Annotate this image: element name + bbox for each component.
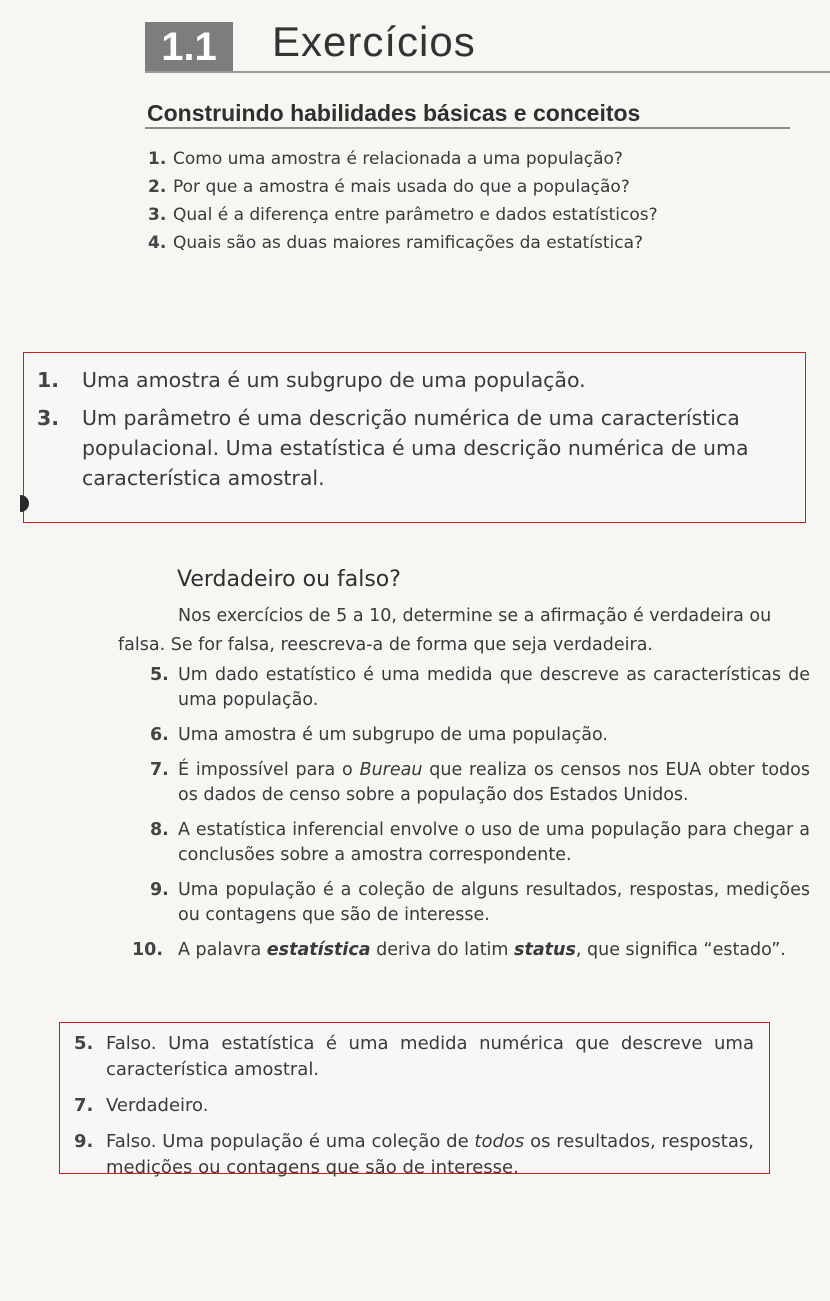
question-number: 2.	[148, 177, 167, 197]
question-number: 8.	[150, 820, 169, 840]
question-item	[150, 723, 810, 748]
answers-box-basic	[23, 352, 806, 523]
true-false-title: Verdadeiro ou falso?	[177, 567, 401, 592]
question-item	[132, 938, 810, 963]
question-text: Um dado estatístico é uma medida que descreve as características de uma população.	[178, 665, 810, 710]
question-text: Quais são as duas maiores ramificações da estatística?	[173, 233, 644, 253]
emphasis-estatistica: estatística	[266, 940, 371, 960]
answer-number: 3.	[37, 406, 60, 430]
question-item	[150, 663, 810, 713]
question-text: Qual é a diferença entre parâmetro e dados estatísticos?	[173, 205, 658, 225]
answer-text: Uma amostra é um subgrupo de uma população.	[82, 368, 586, 392]
answer-item	[34, 403, 794, 493]
answer-item	[74, 1129, 754, 1181]
basic-questions-list	[148, 145, 798, 257]
question-item	[148, 145, 798, 173]
question-item	[150, 878, 810, 928]
question-number: 10.	[132, 940, 164, 960]
answer-item	[74, 1031, 754, 1083]
answer-text: Um parâmetro é uma descrição numérica de uma característica populacional. Uma estatística é uma descrição numérica de uma característica amostral.	[82, 406, 749, 490]
header-rule	[145, 71, 830, 73]
subheading-rule	[145, 127, 790, 129]
question-text: Uma amostra é um subgrupo de uma população.	[178, 725, 608, 745]
answers-box-true-false	[59, 1022, 770, 1178]
answers-list	[34, 365, 794, 501]
question-number: 6.	[150, 725, 169, 745]
answer-number: 9.	[74, 1131, 94, 1152]
question-text: Uma população é a coleção de alguns resultados, respostas, medições ou contagens que são de interesse.	[178, 880, 810, 925]
question-number: 3.	[148, 205, 167, 225]
question-number: 5.	[150, 665, 169, 685]
answer-item	[74, 1093, 754, 1119]
question-text: A palavra estatística deriva do latim status, que significa “estado”.	[178, 940, 786, 960]
answer-text: Falso. Uma população é uma coleção de todos os resultados, respostas, medições ou contagens que são de interesse.	[106, 1131, 754, 1178]
question-item	[148, 201, 798, 229]
true-false-instructions	[118, 602, 808, 660]
answer-text: Verdadeiro.	[106, 1095, 209, 1116]
question-text: Como uma amostra é relacionada a uma população?	[173, 149, 623, 169]
subheading-basic-skills: Construindo habilidades básicas e conceitos	[147, 100, 641, 126]
instructions-text: Nos exercícios de 5 a 10, determine se a afirmação é verdadeira ou falsa. Se for falsa, reescreva-a de forma que seja verdadeira.	[118, 606, 772, 655]
emphasis-todos: todos	[474, 1131, 525, 1152]
question-number: 7.	[150, 760, 169, 780]
answer-number: 5.	[74, 1033, 94, 1054]
question-item	[150, 818, 810, 868]
question-item	[150, 758, 810, 808]
answer-number: 7.	[74, 1095, 94, 1116]
answers-list	[74, 1031, 754, 1191]
question-text: É impossível para o Bureau que realiza os censos nos EUA obter todos os dados de censo sobre a população dos Estados Unidos.	[178, 760, 810, 805]
emphasis-status: status	[514, 940, 576, 960]
question-text: A estatística inferencial envolve o uso de uma população para chegar a conclusões sobre a amostra correspondente.	[178, 820, 810, 865]
question-number: 4.	[148, 233, 167, 253]
section-number-badge: 1.1	[145, 22, 233, 72]
question-item	[148, 173, 798, 201]
question-number: 1.	[148, 149, 167, 169]
answer-item	[34, 365, 794, 395]
section-title: Exercícios	[272, 18, 476, 65]
answer-number: 1.	[37, 368, 60, 392]
answer-text: Falso. Uma estatística é uma medida numérica que descreve uma característica amostral.	[106, 1033, 754, 1080]
true-false-questions-list	[132, 663, 810, 973]
question-text: Por que a amostra é mais usada do que a população?	[173, 177, 630, 197]
question-item	[148, 229, 798, 257]
emphasis-bureau: Bureau	[359, 760, 423, 780]
question-number: 9.	[150, 880, 169, 900]
